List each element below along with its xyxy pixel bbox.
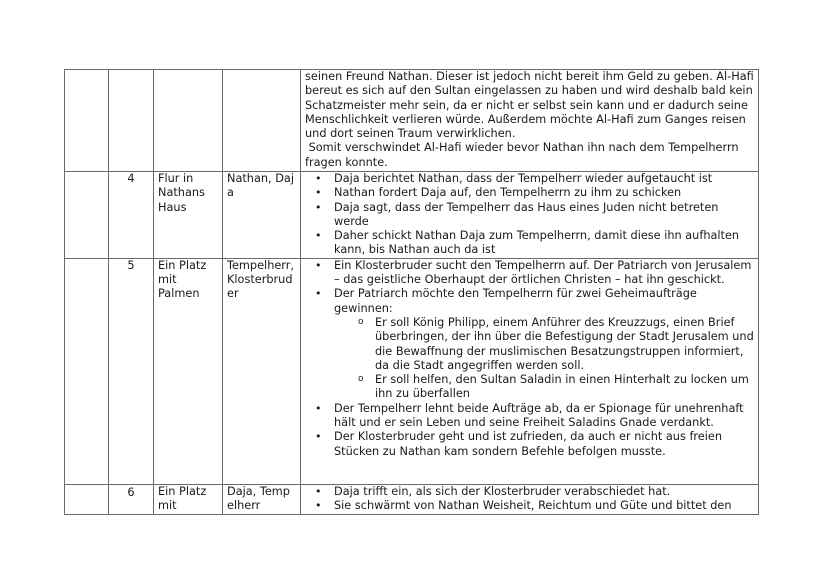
- blank-cell: [65, 258, 109, 484]
- list-item: • Daja trifft ein, als sich der Klosterbruder verabschiedet hat.: [305, 485, 754, 499]
- characters-cell: [223, 70, 301, 172]
- blank-cell: [65, 172, 109, 259]
- list-item: • Ein Klosterbruder sucht den Tempelherrn auf. Der Patriarch von Jerusalem – das geistliche Oberhaupt der örtlichen Christen – hat ihn geschickt.: [305, 259, 754, 288]
- place-cell: Flur in Nathans Haus: [154, 172, 223, 259]
- place-cell: Ein Platz mit: [154, 484, 223, 514]
- scene-number-cell: 4: [109, 172, 154, 259]
- characters-cell: Daja, Tempelherr: [223, 484, 301, 514]
- table-row: [65, 172, 759, 259]
- list-item: [305, 287, 754, 401]
- bullet-list: [305, 172, 754, 258]
- list-item: • Daja berichtet Nathan, dass der Tempelherr wieder aufgetaucht ist: [305, 172, 754, 186]
- list-item: • Der Klosterbruder geht und ist zufrieden, da auch er nicht aus freien Stücken zu Nathan kam sondern Befehle befolgen musste.: [305, 430, 754, 459]
- content-cell: [301, 258, 759, 484]
- characters-cell: Tempelherr, Klosterbruder: [223, 258, 301, 484]
- place-cell: Ein Platz mit Palmen: [154, 258, 223, 484]
- list-item: • Nathan fordert Daja auf, den Tempelherrn zu ihm zu schicken: [305, 186, 754, 200]
- scene-number-cell: 5: [109, 258, 154, 484]
- content-cell: [301, 484, 759, 514]
- place-cell: [154, 70, 223, 172]
- sub-bullet-list: [334, 316, 754, 402]
- list-item: • Daja sagt, dass der Tempelherr das Haus eines Juden nicht betreten werde: [305, 201, 754, 230]
- sub-list-item: o Er soll helfen, den Sultan Saladin in einen Hinterhalt zu locken um ihn zu überfallen: [334, 373, 754, 402]
- list-item: • Sie schwärmt von Nathan Weisheit, Reichtum und Güte und bittet den: [305, 499, 754, 513]
- table-row: [65, 70, 759, 172]
- paragraph: seinen Freund Nathan. Dieser ist jedoch nicht bereit ihm Geld zu geben. Al-Hafi bereut es sich auf den Sultan eingelassen zu haben und wird deshalb bald kein Schatzmeister mehr sein, da er nicht er selbst sein kann und er dadurch seine Menschlichkeit verlieren würde. Außerdem möchte Al-Hafi zum Ganges reisen und dort seinen Traum verwirklichen.: [305, 70, 754, 141]
- table-row: [65, 484, 759, 514]
- blank-cell: [65, 70, 109, 172]
- scene-table: [64, 69, 759, 515]
- list-item: • Der Tempelherr lehnt beide Aufträge ab, da er Spionage für unehrenhaft hält und er sein Leben und seine Freiheit Saladins Gnade verdankt.: [305, 402, 754, 431]
- blank-cell: [65, 484, 109, 514]
- content-cell: [301, 70, 759, 172]
- list-item: • Daher schickt Nathan Daja zum Tempelherrn, damit diese ihn aufhalten kann, bis Nathan auch da ist: [305, 229, 754, 258]
- sub-list-item: o Er soll König Philipp, einem Anführer des Kreuzzugs, einen Brief überbringen, der ihn über die Befestigung der Stadt Jerusalem und die Bewaffnung der muslimischen Besatzungstruppen informiert, da die Stadt angegriffen werden soll.: [334, 316, 754, 373]
- list-item-text: Der Patriarch möchte den Tempelherrn für zwei Geheimaufträge gewinnen:: [334, 287, 697, 315]
- scene-number-cell: 6: [109, 484, 154, 514]
- table-row: [65, 258, 759, 484]
- bullet-list: [305, 259, 754, 459]
- scene-number-cell: [109, 70, 154, 172]
- characters-cell: Nathan, Daja: [223, 172, 301, 259]
- content-cell: [301, 172, 759, 259]
- paragraph: Somit verschwindet Al-Hafi wieder bevor Nathan ihn nach dem Tempelherrn fragen konnte.: [305, 141, 743, 169]
- bullet-list: [305, 485, 754, 514]
